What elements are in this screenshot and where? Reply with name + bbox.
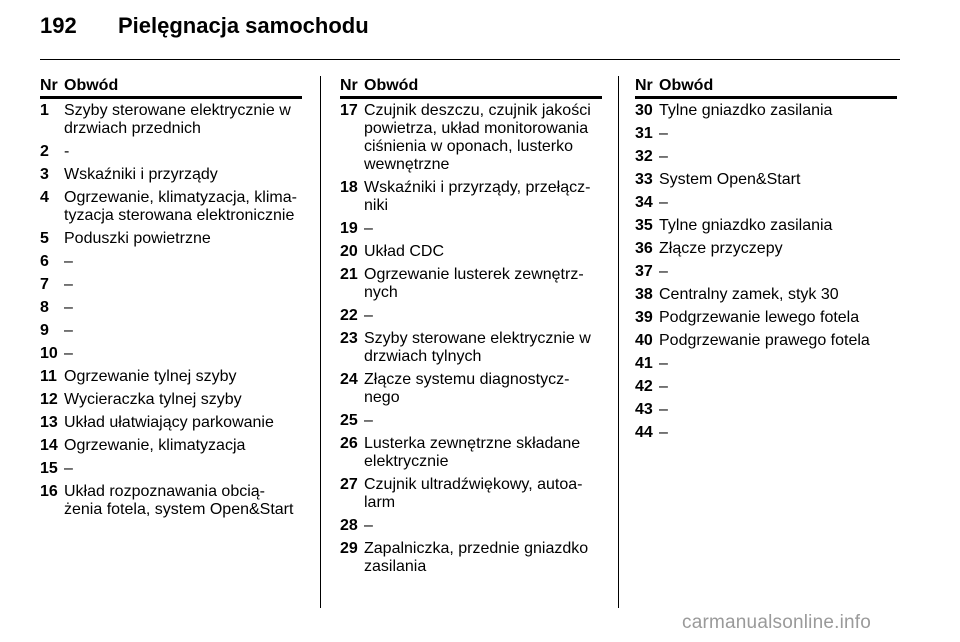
fuse-number: 14 — [40, 437, 58, 454]
fuse-table-column-2 — [340, 76, 602, 581]
fuse-number: 29 — [340, 540, 358, 557]
table-row — [340, 179, 602, 215]
circuit-header: Obwód — [64, 77, 119, 94]
circuit-description: Szyby sterowane elektrycznie w drzwiach przednich — [64, 102, 291, 137]
table-header — [340, 76, 602, 99]
table-row — [40, 391, 302, 409]
circuit-description: – — [659, 355, 668, 372]
table-row — [40, 102, 302, 138]
circuit-description: Tylne gniazdko zasilania — [659, 102, 833, 119]
table-row — [340, 435, 602, 471]
fuse-number: 28 — [340, 517, 358, 534]
fuse-number: 33 — [635, 171, 653, 188]
fuse-number: 41 — [635, 355, 653, 372]
fuse-table-column-1 — [40, 76, 302, 524]
table-row — [635, 240, 897, 258]
table-row — [40, 230, 302, 248]
fuse-number: 1 — [40, 102, 49, 119]
circuit-description: Podgrzewanie lewego fotela — [659, 309, 860, 326]
fuse-number: 7 — [40, 276, 49, 293]
header-rule — [40, 59, 900, 60]
circuit-description: Szyby sterowane elektrycznie w drzwiach tylnych — [364, 330, 591, 365]
fuse-number: 11 — [40, 368, 57, 385]
column-divider — [618, 76, 619, 608]
table-row — [340, 517, 602, 535]
table-row — [340, 102, 602, 174]
circuit-description: Układ ułatwiający parkowanie — [64, 414, 274, 431]
table-row — [40, 460, 302, 478]
table-row — [635, 263, 897, 281]
fuse-number: 30 — [635, 102, 653, 119]
circuit-description: Tylne gniazdko zasilania — [659, 217, 833, 234]
table-row — [40, 143, 302, 161]
fuse-number: 2 — [40, 143, 49, 160]
table-header — [40, 76, 302, 99]
circuit-description: – — [659, 378, 668, 395]
circuit-description: Lusterka zewnętrzne składane elektrycznie — [364, 435, 581, 470]
table-rows — [340, 99, 602, 576]
page-header — [40, 13, 369, 43]
table-row — [340, 371, 602, 407]
circuit-description: Ogrzewanie lusterek zewnętrz-nych — [364, 266, 584, 301]
nr-header: Nr — [635, 77, 653, 94]
fuse-number: 9 — [40, 322, 49, 339]
fuse-table-column-3 — [635, 76, 897, 447]
table-row — [635, 332, 897, 350]
circuit-description: Podgrzewanie prawego fotela — [659, 332, 870, 349]
fuse-number: 25 — [340, 412, 358, 429]
circuit-description: – — [659, 148, 668, 165]
circuit-description: – — [364, 307, 373, 324]
fuse-number: 12 — [40, 391, 58, 408]
circuit-description: – — [64, 299, 73, 316]
fuse-number: 27 — [340, 476, 358, 493]
table-row — [40, 166, 302, 184]
circuit-description: – — [364, 412, 373, 429]
fuse-number: 3 — [40, 166, 49, 183]
table-row — [340, 220, 602, 238]
fuse-number: 23 — [340, 330, 358, 347]
circuit-description: – — [659, 263, 668, 280]
fuse-number: 36 — [635, 240, 653, 257]
table-row — [40, 253, 302, 271]
circuit-description: Ogrzewanie, klimatyzacja, klima-tyzacja sterowana elektronicznie — [64, 189, 297, 224]
fuse-number: 20 — [340, 243, 358, 260]
circuit-description: – — [64, 253, 73, 270]
table-rows — [635, 99, 897, 442]
table-row — [40, 299, 302, 317]
circuit-description: – — [364, 220, 373, 237]
page-title: Pielęgnacja samochodu — [118, 13, 369, 38]
circuit-description: – — [659, 401, 668, 418]
table-row — [40, 322, 302, 340]
fuse-number: 38 — [635, 286, 653, 303]
table-row — [635, 148, 897, 166]
circuit-description: Poduszki powietrzne — [64, 230, 211, 247]
fuse-number: 17 — [340, 102, 358, 119]
circuit-description: – — [659, 194, 668, 211]
fuse-number: 24 — [340, 371, 358, 388]
fuse-number: 5 — [40, 230, 49, 247]
fuse-number: 4 — [40, 189, 49, 206]
column-divider — [320, 76, 321, 608]
table-row — [40, 368, 302, 386]
table-row — [635, 217, 897, 235]
table-row — [340, 540, 602, 576]
table-row — [40, 189, 302, 225]
circuit-description: – — [659, 424, 668, 441]
fuse-number: 19 — [340, 220, 358, 237]
circuit-description: Czujnik deszczu, czujnik jakości powietrza, układ monitorowania ciśnienia w oponach, lusterko wewnętrzne — [364, 102, 591, 173]
circuit-description: – — [364, 517, 373, 534]
table-row — [635, 194, 897, 212]
table-row — [340, 266, 602, 302]
fuse-number: 26 — [340, 435, 358, 452]
fuse-number: 39 — [635, 309, 653, 326]
circuit-description: Czujnik ultradźwiękowy, autoa-larm — [364, 476, 583, 511]
fuse-number: 22 — [340, 307, 358, 324]
fuse-number: 18 — [340, 179, 358, 196]
table-row — [635, 102, 897, 120]
fuse-number: 40 — [635, 332, 653, 349]
page-number: 192 — [40, 13, 77, 38]
fuse-number: 31 — [635, 125, 653, 142]
table-row — [635, 286, 897, 304]
fuse-number: 15 — [40, 460, 58, 477]
circuit-description: – — [659, 125, 668, 142]
circuit-description: Wskaźniki i przyrządy, przełącz-niki — [364, 179, 591, 214]
circuit-header: Obwód — [364, 77, 419, 94]
circuit-description: – — [64, 460, 73, 477]
circuit-description: System Open&Start — [659, 171, 801, 188]
fuse-number: 35 — [635, 217, 653, 234]
table-row — [40, 345, 302, 363]
circuit-description: Ogrzewanie tylnej szyby — [64, 368, 237, 385]
fuse-number: 16 — [40, 483, 58, 500]
fuse-number: 21 — [340, 266, 358, 283]
circuit-description: Układ CDC — [364, 243, 445, 260]
circuit-description: Układ rozpoznawania obcią-żenia fotela, system Open&Start — [64, 483, 294, 518]
fuse-number: 44 — [635, 424, 653, 441]
table-row — [40, 437, 302, 455]
fuse-number: 37 — [635, 263, 653, 280]
table-row — [340, 243, 602, 261]
circuit-description: Złącze przyczepy — [659, 240, 783, 257]
table-row — [635, 171, 897, 189]
nr-header: Nr — [340, 77, 358, 94]
circuit-header: Obwód — [659, 77, 714, 94]
fuse-number: 8 — [40, 299, 49, 316]
fuse-number: 42 — [635, 378, 653, 395]
circuit-description: Złącze systemu diagnostycz-nego — [364, 371, 570, 406]
table-header — [635, 76, 897, 99]
table-row — [340, 476, 602, 512]
circuit-description: – — [64, 322, 73, 339]
circuit-description: Ogrzewanie, klimatyzacja — [64, 437, 246, 454]
table-row — [635, 355, 897, 373]
fuse-number: 32 — [635, 148, 653, 165]
table-row — [635, 401, 897, 419]
table-row — [635, 378, 897, 396]
watermark: carmanualsonline.info — [682, 612, 872, 633]
table-row — [635, 309, 897, 327]
fuse-number: 6 — [40, 253, 49, 270]
table-row — [340, 307, 602, 325]
circuit-description: Zapalniczka, przednie gniazdko zasilania — [364, 540, 589, 575]
circuit-description: – — [64, 345, 73, 362]
nr-header: Nr — [40, 77, 58, 94]
table-row — [40, 276, 302, 294]
circuit-description: Wycieraczka tylnej szyby — [64, 391, 242, 408]
fuse-number: 43 — [635, 401, 653, 418]
table-row — [635, 125, 897, 143]
circuit-description: - — [64, 143, 70, 160]
table-row — [340, 412, 602, 430]
table-row — [635, 424, 897, 442]
table-row — [40, 483, 302, 519]
circuit-description: Wskaźniki i przyrządy — [64, 166, 218, 183]
table-row — [40, 414, 302, 432]
circuit-description: – — [64, 276, 73, 293]
fuse-number: 13 — [40, 414, 58, 431]
fuse-number: 10 — [40, 345, 58, 362]
circuit-description: Centralny zamek, styk 30 — [659, 286, 839, 303]
table-row — [340, 330, 602, 366]
table-rows — [40, 99, 302, 519]
fuse-number: 34 — [635, 194, 653, 211]
